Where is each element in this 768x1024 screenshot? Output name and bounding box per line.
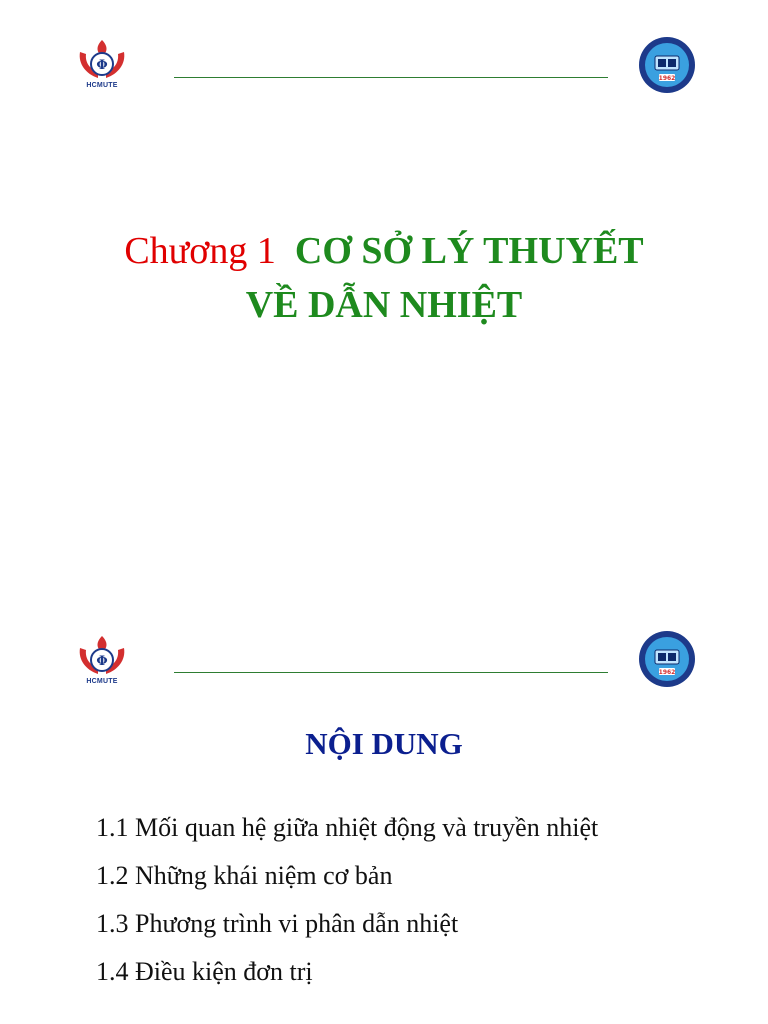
list-item: 1.4 Điều kiện đơn trị (96, 957, 313, 986)
seal-year: 1962 (658, 669, 676, 676)
logo-letter: Φ (96, 654, 108, 669)
logo-caption: HCMUTE (86, 82, 118, 89)
seal-year: 1962 (658, 75, 676, 82)
header-divider (174, 77, 608, 78)
chapter-name-line2: VỀ DẪN NHIỆT (245, 284, 523, 326)
faculty-seal-icon (638, 630, 696, 688)
logo-caption: HCMUTE (86, 678, 118, 685)
faculty-seal-icon (638, 36, 696, 94)
section-heading: NỘI DUNG (305, 726, 463, 761)
chapter-number: Chương 1 (124, 230, 276, 272)
header-divider (174, 672, 608, 673)
contents-list (96, 810, 598, 1002)
list-item: 1.2 Những khái niệm cơ bản (96, 861, 393, 890)
list-item: 1.3 Phương trình vi phân dẫn nhiệt (96, 909, 459, 938)
logo-letter: Φ (96, 58, 108, 73)
chapter-name-line1: CƠ SỞ LÝ THUYẾT (294, 230, 644, 272)
chapter-title (0, 224, 768, 332)
hcmute-logo-icon (74, 634, 130, 690)
list-item: 1.1 Mối quan hệ giữa nhiệt động và truyền nhiệt (96, 813, 599, 842)
slide-contents (0, 512, 768, 1024)
hcmute-logo-icon (74, 38, 130, 94)
